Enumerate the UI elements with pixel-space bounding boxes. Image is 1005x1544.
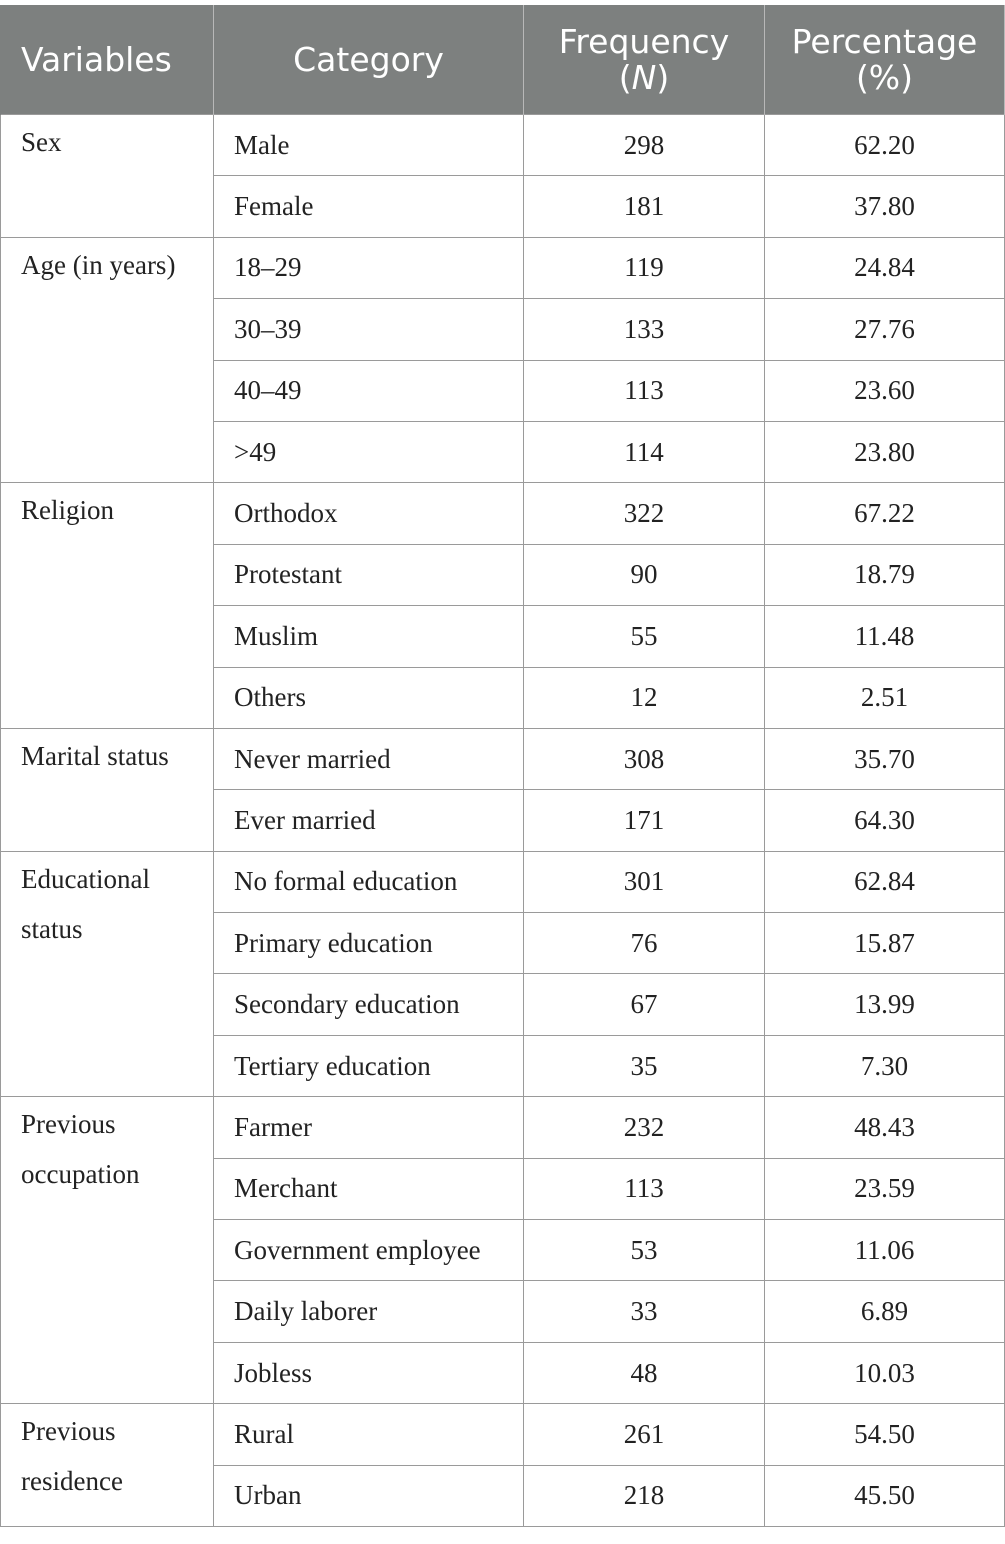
frequency-cell: 298	[524, 115, 765, 176]
percentage-cell: 2.51	[765, 667, 1005, 728]
variable-label: Previous occupation	[21, 1109, 140, 1190]
header-frequency	[524, 6, 765, 115]
category-cell: Daily laborer	[214, 1281, 524, 1342]
frequency-cell: 322	[524, 483, 765, 544]
frequency-cell: 301	[524, 851, 765, 912]
percentage-cell: 15.87	[765, 913, 1005, 974]
frequency-cell: 114	[524, 421, 765, 482]
variable-label: Religion	[21, 495, 114, 526]
frequency-cell: 171	[524, 790, 765, 851]
header-percentage-line1: Percentage	[791, 22, 978, 61]
percentage-cell: 35.70	[765, 728, 1005, 789]
percentage-cell: 62.84	[765, 851, 1005, 912]
frequency-cell: 308	[524, 728, 765, 789]
percentage-cell: 11.06	[765, 1220, 1005, 1281]
variable-label: Previous residence	[21, 1416, 123, 1497]
header-percentage-line2: (%)	[855, 58, 914, 97]
percentage-cell: 24.84	[765, 237, 1005, 298]
frequency-cell: 67	[524, 974, 765, 1035]
header-category: Category	[214, 6, 524, 115]
percentage-cell: 13.99	[765, 974, 1005, 1035]
category-cell: Secondary education	[214, 974, 524, 1035]
category-cell: Jobless	[214, 1342, 524, 1403]
percentage-cell: 6.89	[765, 1281, 1005, 1342]
category-cell: Primary education	[214, 913, 524, 974]
variable-cell	[1, 483, 214, 729]
header-frequency-line1: Frequency	[558, 22, 730, 61]
category-cell: 40–49	[214, 360, 524, 421]
category-cell: 18–29	[214, 237, 524, 298]
variable-label: Educational status	[21, 863, 150, 944]
percentage-cell: 64.30	[765, 790, 1005, 851]
category-cell: Muslim	[214, 606, 524, 667]
frequency-cell: 55	[524, 606, 765, 667]
category-cell: Tertiary education	[214, 1035, 524, 1096]
percentage-cell: 48.43	[765, 1097, 1005, 1158]
percentage-cell: 23.80	[765, 421, 1005, 482]
percentage-cell: 27.76	[765, 299, 1005, 360]
table-row	[1, 851, 1005, 912]
frequency-cell: 53	[524, 1220, 765, 1281]
percentage-cell: 62.20	[765, 115, 1005, 176]
variable-cell	[1, 115, 214, 238]
header-frequency-open-paren: (	[618, 58, 632, 97]
table-row	[1, 1097, 1005, 1158]
header-variables: Variables	[1, 6, 214, 115]
table-header	[1, 6, 1005, 115]
category-cell: Male	[214, 115, 524, 176]
table-row	[1, 1404, 1005, 1465]
category-cell: Protestant	[214, 544, 524, 605]
percentage-cell: 37.80	[765, 176, 1005, 237]
frequency-cell: 232	[524, 1097, 765, 1158]
variable-label: Marital status	[21, 740, 169, 771]
percentage-cell: 23.60	[765, 360, 1005, 421]
table-row	[1, 483, 1005, 544]
table-row	[1, 237, 1005, 298]
header-frequency-close-paren: )	[656, 58, 670, 97]
category-cell: Orthodox	[214, 483, 524, 544]
frequency-cell: 12	[524, 667, 765, 728]
category-cell: Never married	[214, 728, 524, 789]
category-cell: No formal education	[214, 851, 524, 912]
frequency-cell: 181	[524, 176, 765, 237]
percentage-cell: 7.30	[765, 1035, 1005, 1096]
table-row	[1, 115, 1005, 176]
variable-cell	[1, 728, 214, 851]
frequency-cell: 90	[524, 544, 765, 605]
percentage-cell: 10.03	[765, 1342, 1005, 1403]
variable-cell	[1, 851, 214, 1097]
variable-cell	[1, 1404, 214, 1527]
percentage-cell: 23.59	[765, 1158, 1005, 1219]
variable-cell	[1, 237, 214, 483]
header-percentage	[765, 6, 1005, 115]
header-row	[1, 6, 1005, 115]
demographics-table	[0, 5, 1005, 1527]
percentage-cell: 11.48	[765, 606, 1005, 667]
frequency-cell: 133	[524, 299, 765, 360]
category-cell: Government employee	[214, 1220, 524, 1281]
variable-label: Age (in years)	[21, 249, 176, 280]
table-body	[1, 115, 1005, 1527]
category-cell: Female	[214, 176, 524, 237]
variable-cell	[1, 1097, 214, 1404]
frequency-cell: 261	[524, 1404, 765, 1465]
variable-label: Sex	[21, 127, 62, 157]
frequency-cell: 113	[524, 360, 765, 421]
table-row	[1, 728, 1005, 789]
category-cell: Merchant	[214, 1158, 524, 1219]
percentage-cell: 45.50	[765, 1465, 1005, 1526]
category-cell: >49	[214, 421, 524, 482]
category-cell: Ever married	[214, 790, 524, 851]
frequency-cell: 119	[524, 237, 765, 298]
category-cell: Others	[214, 667, 524, 728]
frequency-cell: 35	[524, 1035, 765, 1096]
frequency-cell: 113	[524, 1158, 765, 1219]
percentage-cell: 67.22	[765, 483, 1005, 544]
percentage-cell: 18.79	[765, 544, 1005, 605]
category-cell: 30–39	[214, 299, 524, 360]
frequency-cell: 48	[524, 1342, 765, 1403]
header-frequency-n: N	[631, 58, 657, 97]
percentage-cell: 54.50	[765, 1404, 1005, 1465]
frequency-cell: 76	[524, 913, 765, 974]
category-cell: Farmer	[214, 1097, 524, 1158]
category-cell: Urban	[214, 1465, 524, 1526]
frequency-cell: 218	[524, 1465, 765, 1526]
frequency-cell: 33	[524, 1281, 765, 1342]
category-cell: Rural	[214, 1404, 524, 1465]
